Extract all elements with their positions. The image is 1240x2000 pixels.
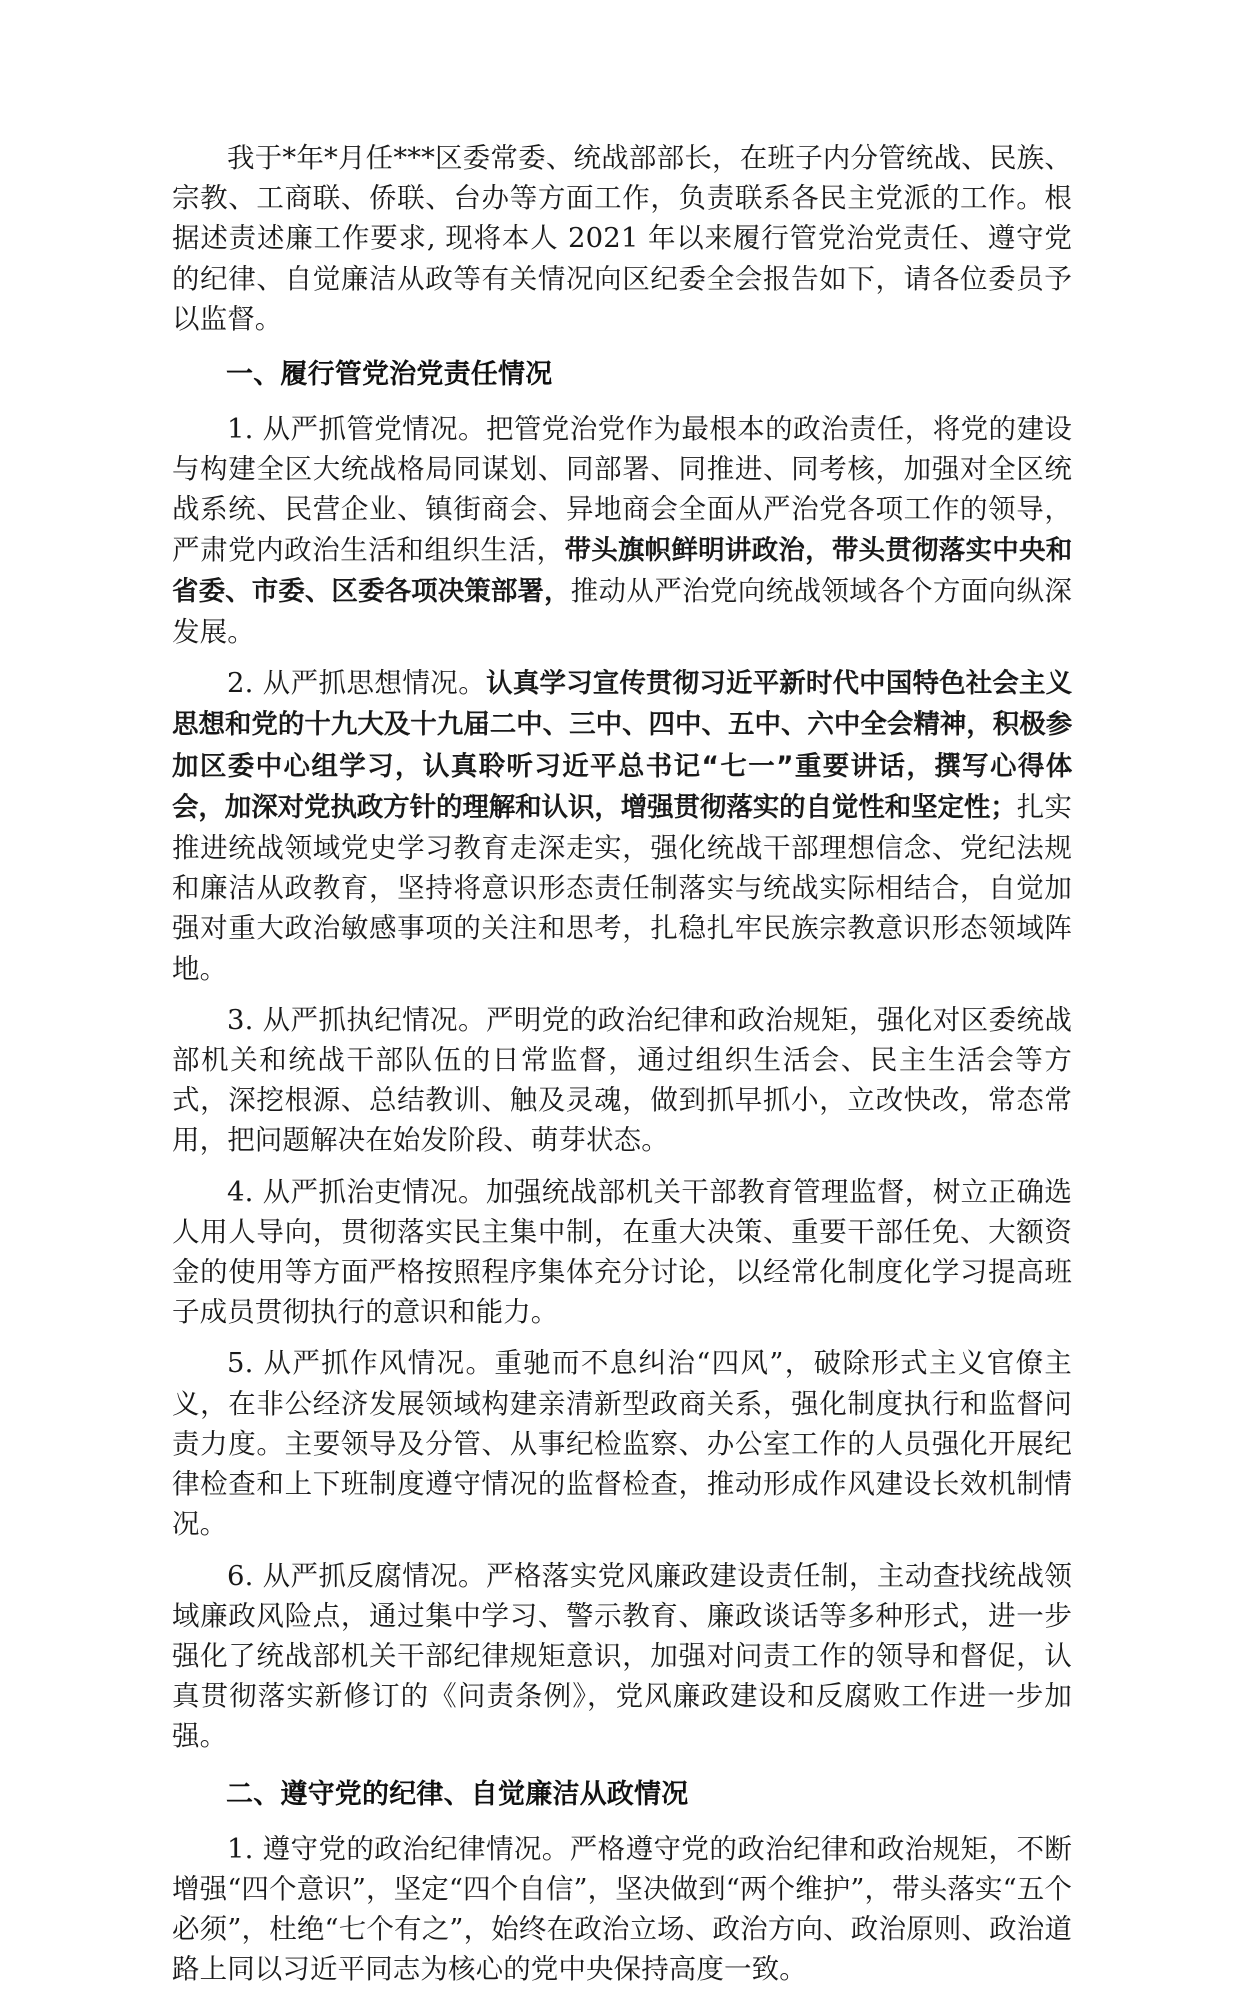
text-run: 1. 遵守党的政治纪律情况。严格遵守党的政治纪律和政治规矩，不断增强“四个意识”，坚定“四个自信”，坚决做到“两个维护”，带头落实“五个必须”，杜绝“七个有之”，始终在政治立场、政治方向、政治原则、政治道路上同以习近平同志为核心的党中央保持高度一致。 [172, 1832, 1072, 1986]
paragraph-1-2 [172, 663, 1072, 989]
paragraph-1-4 [172, 1172, 1072, 1333]
paragraph-1-6 [172, 1556, 1072, 1757]
text-run: 2. 从严抓思想情况。 [227, 667, 487, 700]
document-text-column [172, 138, 1072, 2000]
intro-paragraph [172, 138, 1072, 339]
paragraph-2-1 [172, 1829, 1072, 1990]
section-heading-two: 二、遵守党的纪律、自觉廉洁从政情况 [226, 1778, 689, 1810]
emphasis-run: 认真学习宣传贯彻习近平新时代中国特色社会主义思想和党的十九大及十九届二中、三中、四中、五中、六中全会精神，积极参加区委中心组学习，认真聆听习近平总书记“七一”重要讲话，撰写心得体会，加深对党执政方针的理解和认识，增强贯彻落实的自觉性和坚定性； [172, 668, 1072, 823]
paragraph-1-3 [172, 1000, 1072, 1161]
section-heading-one: 一、履行管党治党责任情况 [226, 359, 553, 391]
text-run: 3. 从严抓执纪情况。严明党的政治纪律和政治规矩，强化对区委统战部机关和统战干部队伍的日常监督，通过组织生活会、民主生活会等方式，深挖根源、总结教训、触及灵魂，做到抓早抓小，立改快改，常态常用，把问题解决在始发阶段、萌芽状态。 [172, 1003, 1072, 1157]
text-run: 1. 从严抓管党情况。把管党治党作为最根本的政治责任，将党的建设与构建全区大统战格局同谋划、同部署、同推进、同考核，加强对全区统战系统、民营企业、镇街商会、异地商会全面从严治党各项工作的领导，严肃党内政治生活和组织生活， [172, 413, 1072, 566]
text-run: 4. 从严抓治吏情况。加强统战部机关干部教育管理监督，树立正确选人用人导向，贯彻落实民主集中制，在重大决策、重要干部任免、大额资金的使用等方面严格按照程序集体充分讨论，以经常化制度化学习提高班子成员贯彻执行的意识和能力。 [172, 1175, 1072, 1329]
emphasis-run: 带头旗帜鲜明讲政治，带头贯彻落实中央和省委、市委、区委各项决策部署， [172, 534, 1072, 607]
text-run: 扎实推进统战领域党史学习教育走深走实，强化统战干部理想信念、党纪法规和廉洁从政教育，坚持将意识形态责任制落实与统战实际相结合，自觉加强对重大政治敏感事项的关注和思考，扎稳扎牢民族宗教意识形态领域阵地。 [172, 790, 1073, 985]
text-run: 推动从严治党向统战领域各个方面向纵深发展。 [172, 574, 1072, 649]
paragraph-1-1 [172, 409, 1072, 652]
paragraph-1-5 [172, 1343, 1072, 1544]
text-run: 5. 从严抓作风情况。重驰而不息纠治“四风”，破除形式主义官僚主义，在非公经济发展领域构建亲清新型政商关系，强化制度执行和监督问责力度。主要领导及分管、从事纪检监察、办公室工作的人员强化开展纪律检查和上下班制度遵守情况的监督检查，推动形成作风建设长效机制情况。 [172, 1347, 1072, 1541]
text-run: 我于*年*月任***区委常委、统战部部长，在班子内分管统战、民族、宗教、工商联、侨联、台办等方面工作，负责联系各民主党派的工作。根据述责述廉工作要求, 现将本人 2021 年以来履行管党治党责任、遵守党的纪律、自觉廉洁从政等有关情况向区纪委全会报告如下，请各位委员予以监督。 [172, 142, 1072, 335]
text-run: 6. 从严抓反腐情况。严格落实党风廉政建设责任制，主动查找统战领域廉政风险点，通过集中学习、警示教育、廉政谈话等多种形式，进一步强化了统战部机关干部纪律规矩意识，加强对问责工作的领导和督促，认真贯彻落实新修订的《问责条例》，党风廉政建设和反腐败工作进一步加强。 [172, 1559, 1072, 1753]
